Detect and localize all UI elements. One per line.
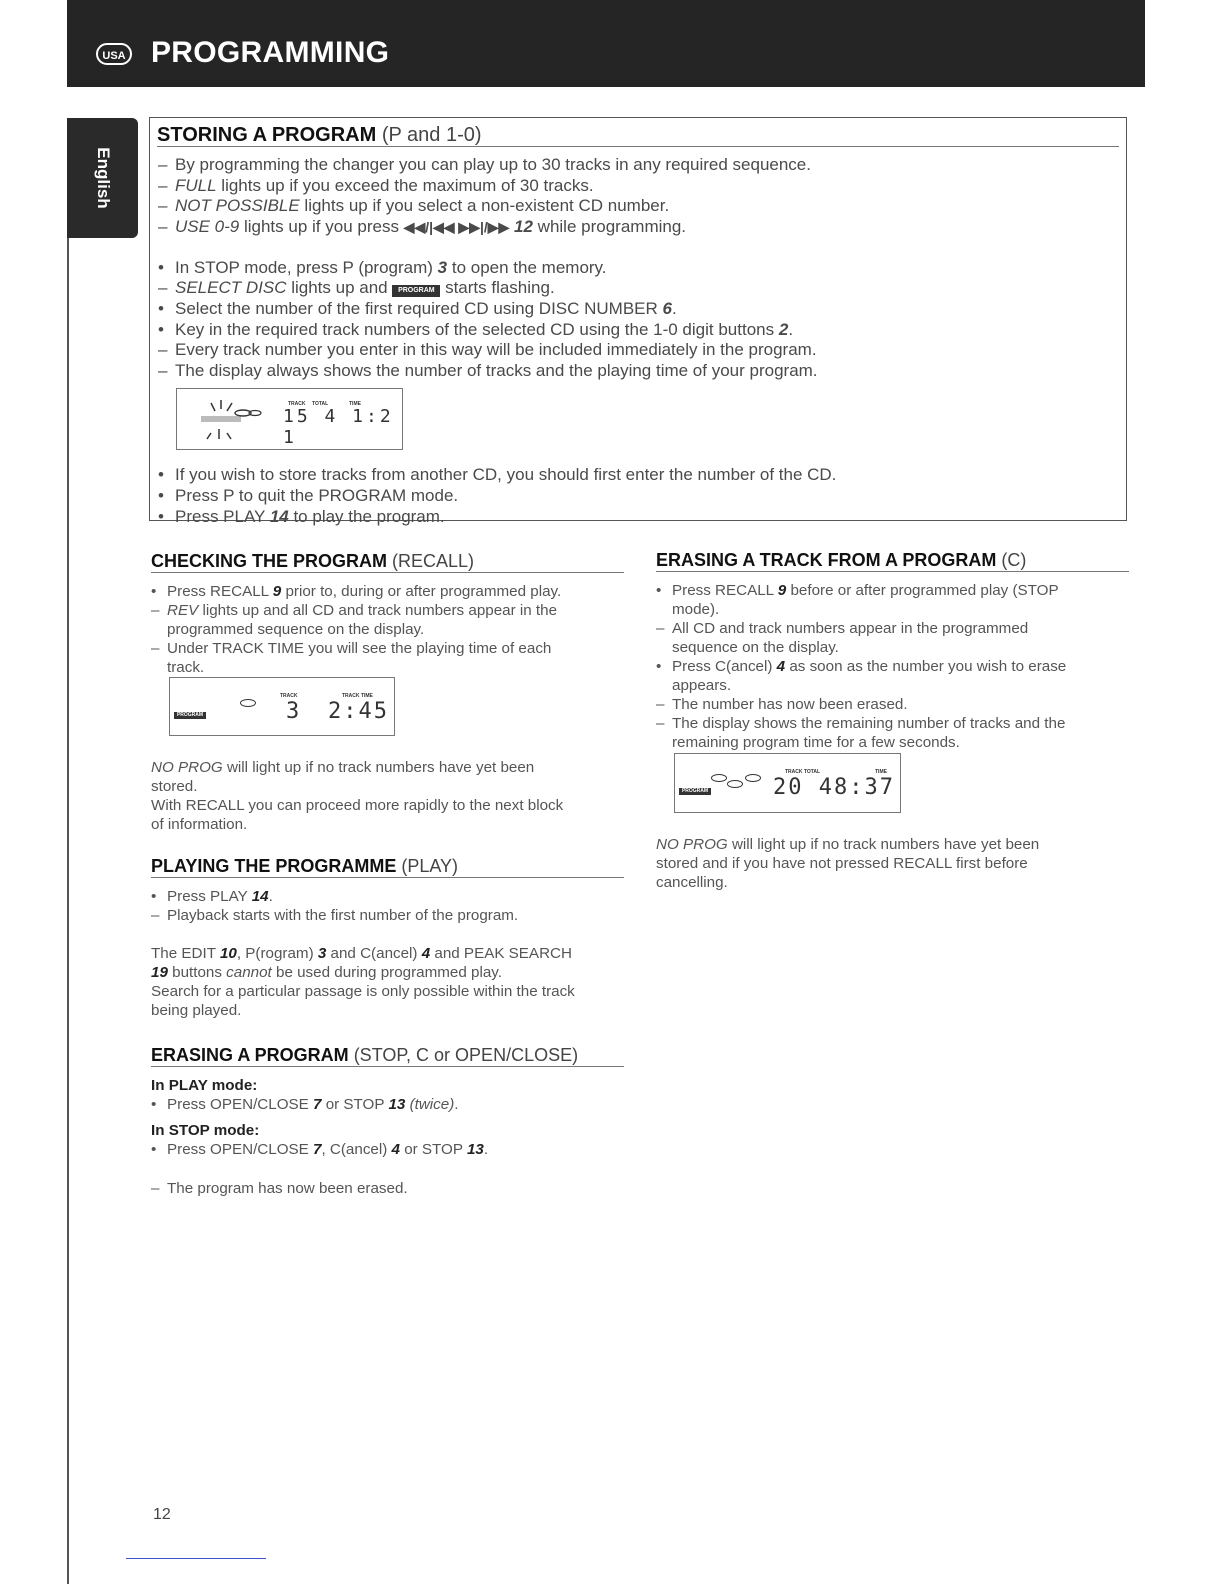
lcd-digits: 15 4 1:2 1	[283, 406, 394, 448]
text-line: – By programming the changer you can play up to 30 tracks in any required sequence.	[158, 155, 811, 174]
checking-title: CHECKING THE PROGRAM (RECALL)	[151, 551, 475, 571]
erasing-track-rule	[656, 571, 1129, 572]
storing-title-rule	[157, 146, 1119, 147]
page-number: 12	[153, 1506, 171, 1523]
erasing-track-title: ERASING A TRACK FROM A PROGRAM (C)	[656, 550, 1027, 570]
usa-badge: USA	[96, 43, 132, 65]
text-line: – Every track number you enter in this way will be included immediately in the program.	[158, 340, 817, 360]
page-title: PROGRAMMING	[151, 36, 390, 69]
language-tab	[67, 118, 138, 238]
text-line: • In STOP mode, press P (program) 3 to open the memory.	[158, 257, 607, 277]
margin-rule	[67, 238, 69, 1584]
erasing-program-rule	[151, 1066, 624, 1067]
lcd-track-digit: 3	[286, 699, 303, 724]
recall-display: PROGRAM TRACK TRACK TIME 3 2:45	[169, 677, 395, 736]
language-tab-label: English	[93, 147, 113, 209]
disc-icon	[240, 699, 256, 707]
checking-rule	[151, 572, 624, 573]
checking-text: • Press RECALL 9 prior to, during or after programmed play. – REV lights up and all CD and track numbers appear in the programmed sequence on the display. – Under TRACK TIME you will see the playing time of each track. NO PROG will light up if no track numbers have yet been stored. With RECALL you can proceed more rapidly to the next block of information.	[151, 583, 564, 833]
footer-line	[126, 1558, 266, 1559]
text-line: • Key in the required track numbers of the selected CD using the 1-0 digit buttons 2.	[158, 319, 794, 339]
playing-rule	[151, 877, 624, 878]
erasing-program-text: In PLAY mode: • Press OPEN/CLOSE 7 or STOP 13 (twice). In STOP mode: • Press OPEN/CLOSE 7, C(ancel) 4 or STOP 13. – The program has now been erased.	[151, 1077, 489, 1197]
erasing-track-text: • Press RECALL 9 before or after programmed play (STOP mode). – All CD and track numbers appear in the programmed sequence on the display. • Press C(ancel) 4 as soon as the number you wish to erase appears. – The number has now been erased. – The display shows the remaining number of tracks and the remaining program time for a few seconds. NO PROG will light up if no track numbers have yet been stored and if you have not pressed RECALL first before cancelling.	[656, 582, 1067, 891]
lcd-time-digits: 2:45	[328, 699, 389, 724]
storing-title: STORING A PROGRAM (P and 1-0)	[157, 124, 482, 146]
text-line: – USE 0-9 lights up if you press ◀◀/|◀◀ ▶▶|/▶▶ 12 while programming.	[158, 216, 687, 236]
text-line: – SELECT DISC lights up and PROGRAM starts flashing.	[158, 278, 555, 298]
disc-icon	[727, 780, 743, 788]
disc-icon	[711, 774, 727, 782]
erasing-program-title: ERASING A PROGRAM (STOP, C or OPEN/CLOSE)	[151, 1045, 579, 1065]
disc-icon	[745, 774, 761, 782]
erase-track-display: PROGRAM TRACK TOTAL TIME 20 48:37	[674, 753, 901, 813]
text-line: • Press P to quit the PROGRAM mode.	[158, 486, 459, 506]
storing-display: TRACK TOTAL TIME 15 4 1:2 1	[176, 388, 403, 450]
text-line: – The display always shows the number of tracks and the playing time of your program.	[158, 360, 818, 380]
text-line: • Press PLAY 14 to play the program.	[158, 506, 445, 526]
flashing-program-icon	[197, 391, 277, 447]
playing-title: PLAYING THE PROGRAMME (PLAY)	[151, 856, 459, 876]
program-indicator-icon: PROGRAM	[392, 285, 440, 297]
storing-text	[158, 155, 836, 527]
text-line: • Select the number of the first required CD using DISC NUMBER 6.	[158, 299, 677, 319]
playing-text: • Press PLAY 14. – Playback starts with the first number of the program. The EDIT 10, P(rogram) 3 and C(ancel) 4 and PEAK SEARCH 19 buttons cannot be used during programmed play. Search for a particular passage is only possible within the track being played.	[151, 888, 575, 1019]
text-line: • If you wish to store tracks from another CD, you should first enter the number of the CD.	[158, 465, 837, 485]
text-line: – NOT POSSIBLE lights up if you select a non-existent CD number.	[158, 196, 670, 216]
lcd-digits: 20 48:37	[773, 775, 895, 800]
text-line: – FULL lights up if you exceed the maximum of 30 tracks.	[158, 175, 594, 195]
storing-program-box	[149, 117, 1127, 526]
